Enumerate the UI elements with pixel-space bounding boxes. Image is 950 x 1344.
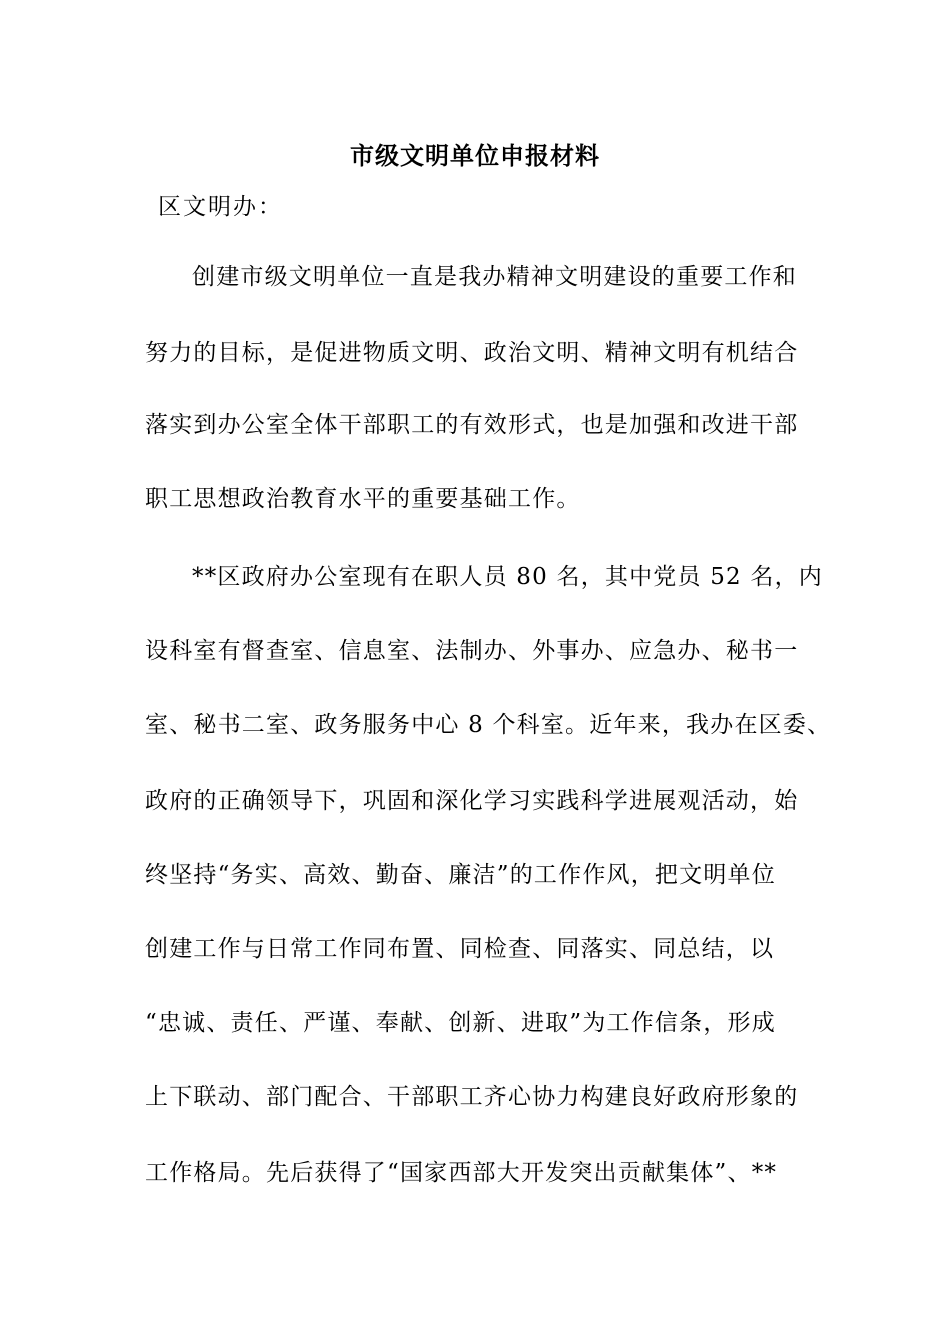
paragraph-line: 创建市级文明单位一直是我办精神文明建设的重要工作和 (192, 264, 797, 290)
paragraph-line: 职工思想政治教育水平的重要基础工作。 (145, 486, 581, 512)
paragraph-line: 工作格局。先后获得了“国家西部大开发突出贡献集体”、** (145, 1160, 778, 1186)
paragraph-line: **区政府办公室现有在职人员 80 名，其中党员 52 名，内 (192, 564, 823, 590)
salutation: 区文明办： (158, 194, 283, 220)
document-title: 市级文明单位申报材料 (350, 142, 600, 170)
paragraph-line: 政府的正确领导下，巩固和深化学习实践科学进展观活动，始 (145, 788, 799, 814)
paragraph-line: 设科室有督查室、信息室、法制办、外事办、应急办、秘书一 (145, 638, 799, 664)
paragraph-line: 落实到办公室全体干部职工的有效形式，也是加强和改进干部 (145, 412, 799, 438)
paragraph-line: 室、秘书二室、政务服务中心 8 个科室。近年来，我办在区委、 (145, 712, 832, 738)
paragraph-line: 努力的目标，是促进物质文明、政治文明、精神文明有机结合 (145, 340, 799, 366)
paragraph-line: 创建工作与日常工作同布置、同检查、同落实、同总结，以 (145, 936, 775, 962)
paragraph-line: 上下联动、部门配合、干部职工齐心协力构建良好政府形象的 (145, 1084, 799, 1110)
paragraph-line: 终坚持“务实、高效、勤奋、廉洁”的工作作风，把文明单位 (145, 862, 776, 888)
paragraph-line: “忠诚、责任、严谨、奉献、创新、进取”为工作信条，形成 (145, 1010, 776, 1036)
